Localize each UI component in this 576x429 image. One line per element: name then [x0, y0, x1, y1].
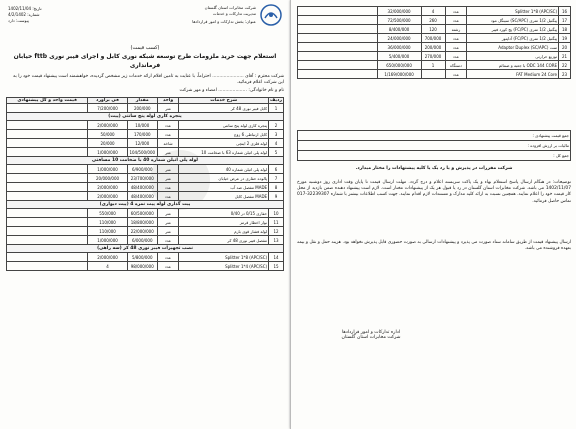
table-cell — [7, 104, 88, 113]
table-cell: ست (Adaptor Duplex (SC/APC — [467, 43, 559, 52]
table-row — [298, 43, 571, 52]
table-cell: 270/000 — [421, 52, 445, 61]
table-section-label: نصب تجهیزات فیبر نوری 48 کر (سه راهی) — [7, 245, 284, 253]
table-cell — [7, 253, 88, 262]
table-cell: 10 — [269, 209, 284, 218]
table-cell: حفاری 0/15 در 0/40 — [179, 209, 269, 218]
table-cell: 6/900/000 — [127, 165, 157, 174]
table-cell: 13 — [269, 236, 284, 245]
table-cell: عدد — [445, 16, 467, 25]
table-cell: لوله فشار قوی بارم — [179, 227, 269, 236]
table-cell — [298, 52, 378, 61]
table-cell — [7, 236, 88, 245]
table-cell: متر — [157, 148, 179, 157]
table-cell: MADE مفصل کابل — [179, 192, 269, 201]
table-row — [7, 165, 284, 174]
table-cell — [7, 262, 88, 271]
table-cell — [7, 165, 88, 174]
letter-attachment: پیوست: دارد — [8, 18, 29, 23]
table-cell: 1/169/000/000 — [377, 70, 421, 79]
table-cell: شاخه — [157, 139, 179, 148]
table-cell: 550/000 — [88, 209, 127, 218]
table-row — [7, 262, 284, 271]
table-cell: 1 — [269, 104, 284, 113]
table-cell: 700/000 — [421, 34, 445, 43]
table-cell: 60/500/000 — [127, 209, 157, 218]
table-cell: متر — [157, 174, 179, 183]
total-vat: مالیات بر ارزش افزوده : — [298, 141, 571, 151]
table-cell: 1/000/000 — [88, 148, 127, 157]
table-cell — [298, 16, 378, 25]
col-header: مقدار — [127, 98, 157, 104]
table-cell: 7 — [269, 174, 284, 183]
col-header: فی برآورد — [88, 98, 127, 104]
table-row — [298, 70, 571, 79]
table-cell: 19 — [559, 34, 571, 43]
letter-number: شماره: 4/2/1402 — [8, 12, 40, 17]
table-cell: 20 — [559, 43, 571, 52]
table-cell: مفصل فیبر نوری 48 کر — [179, 236, 269, 245]
table-cell: 11 — [269, 218, 284, 227]
table-cell — [7, 227, 88, 236]
signature-line2: شرکت مخابرات استان گلستان — [341, 335, 401, 340]
table-cell — [7, 148, 88, 157]
col-header: شرح خدمات — [179, 98, 269, 104]
table-section-label: پنجره کاری لوله پنج سانتی (پیت) — [7, 113, 284, 121]
table-section-row — [7, 157, 284, 165]
table-cell: 120 — [421, 25, 445, 34]
table-row — [7, 209, 284, 218]
table-row — [7, 130, 284, 139]
table-cell: 260 — [421, 16, 445, 25]
table-row — [298, 16, 571, 25]
table-cell: 8 — [269, 183, 284, 192]
table-row — [7, 236, 284, 245]
table-cell: 110/000 — [88, 227, 127, 236]
table-cell: 104/500/000 — [127, 148, 157, 157]
letter-date: تاریخ: 1402/11/04 — [8, 6, 42, 11]
table-cell: 5/800/000 — [127, 253, 157, 262]
table-cell: لوله فلزی 2 اینچی — [179, 139, 269, 148]
inquiry-title-line2: فرمانداری — [129, 62, 161, 69]
table-cell — [298, 61, 378, 70]
table-section-label: لوله پلی اتیلن شماره 40 با ضخامت 10 مسافتی — [7, 157, 284, 165]
org-unit: عنوان: بخش تدارکات و امور قراردادها — [192, 19, 256, 24]
table-cell: 650/000/000 — [377, 61, 421, 70]
table-row — [7, 148, 284, 157]
table-cell: Splitter 1*8 (APC/SC) — [179, 253, 269, 262]
table-row — [298, 25, 571, 34]
table-cell: 48/400/000 — [127, 192, 157, 201]
table-section-row — [7, 113, 284, 121]
col-header: قیمت واحد و کل پیشنهادی — [7, 98, 88, 104]
table-cell: 2/000/000 — [88, 183, 127, 192]
table-cell: 2/000/000 — [88, 192, 127, 201]
table-cell: 18/800/000 — [127, 218, 157, 227]
table-cell: 23/700/000 — [127, 174, 157, 183]
table-cell: 200/000 — [421, 43, 445, 52]
table-cell: 6 — [269, 165, 284, 174]
table-cell: 16 — [559, 7, 571, 16]
table-cell: عدد — [445, 70, 467, 79]
table-row — [7, 227, 284, 236]
total-proposed: جمع قیمت پیشنهادی : — [298, 131, 571, 141]
table-cell — [298, 25, 378, 34]
table-cell: 10/000 — [127, 121, 157, 130]
rights-note: شرکت مقررات در پذیرش و یا رد یک یا کلیه پیشنهادات را مختار میدارد. — [355, 166, 513, 171]
table-cell: رشته — [445, 25, 467, 34]
table-cell: لوله پلی اتیلن شماره 63 با ضخامت 10 — [179, 148, 269, 157]
table-cell: توزیع حرارتی — [467, 52, 559, 61]
table-cell: 15 — [269, 262, 284, 271]
table-cell: 20/000 — [88, 139, 127, 148]
totals-table — [297, 130, 571, 161]
table-cell: پیگتیل 1/2 متری (FC/PC) آداپتور — [467, 34, 559, 43]
table-cell: Splitter 1*4 (APC/SC) — [179, 262, 269, 271]
inquiry-kind: (کسب قیمت) — [130, 45, 160, 51]
table-cell: 32/000/000 — [377, 7, 421, 16]
inquiry-title: استعلام جهت خرید ملزومات طرح توسعه شبکه نوری کابل و اجرای فیبر نوری fttb خیابان — [13, 53, 277, 60]
table-cell — [298, 43, 378, 52]
table-cell — [7, 130, 88, 139]
col-header: ردیف — [270, 98, 282, 103]
intro-paragraph: شرکت محترم : آقای ...................... احتراماً، با عنایت به تامین اقلام ارائه خدمات زیر مشخص گردیده، خواهشمند است پیشنهاد قیمت خود را به این شرکت اعلام فرمائید. — [13, 74, 284, 85]
table-cell: 4 — [269, 139, 284, 148]
table-row — [7, 183, 284, 192]
table-row — [298, 52, 571, 61]
table-cell — [7, 218, 88, 227]
table-cell: پیگتیل 1/2 متری (SC/APC) سینگل مود — [467, 16, 559, 25]
org-department: مدیریت تدارکات و خدمات — [212, 11, 256, 16]
table-cell: 7/200/000 — [88, 104, 127, 113]
table-cell: عدد — [157, 121, 179, 130]
table-cell: عدد — [157, 236, 179, 245]
table-cell: 2/000/000 — [88, 253, 127, 262]
table-cell: 21 — [559, 52, 571, 61]
table-row — [298, 34, 571, 43]
table-cell: پیگتیل 1/2 متری (FC/PC) پچ کورد فیبر — [467, 25, 559, 34]
table-cell: عدد — [445, 43, 467, 52]
intro-signature-line: نام و نام خانوادگی: .................... امضاء و مهر شرکت — [179, 88, 284, 93]
table-cell: عدد — [157, 183, 179, 192]
table-cell: عدد — [445, 52, 467, 61]
conditions-paragraph: توضیحات: در هنگام ارسال پاسخ استعلام بهاء و یک پاکت سربسته اعلام و درج گردد. مهلت ارسال قیمت تا پایان وقت اداری روز دوشنبه مورخ 1402/11/07 می باشد. شرکت مخابرات استان گلستان در رد یا قبول هر یک از پیشنهادات مختار است. لازم است پیشنهاد دهنده ضمن بازدید از محل کار قیمت خود را اعلام نمایند. همچنین نسبت به ارائه کلیه مدارک و مستندات لازم اقدام نمایند. جهت کسب اطلاعات بیشتر با شماره 32239307-017 تماس حاصل فرمائید. — [297, 180, 571, 204]
table-row — [7, 218, 284, 227]
table-cell — [298, 70, 378, 79]
signature-block — [311, 330, 431, 340]
table-cell: 4 — [421, 7, 445, 16]
table-cell: متر — [157, 104, 179, 113]
table-cell: عدد — [157, 253, 179, 262]
table-cell: MADE مفصل ضد آب — [179, 183, 269, 192]
table-cell: 1/000/000 — [88, 236, 127, 245]
table-cell: 170/000 — [127, 130, 157, 139]
table-cell: 17 — [559, 16, 571, 25]
table-cell: 4 — [88, 262, 127, 271]
table-cell — [298, 34, 378, 43]
conditions-paragraph-2: ارسال پیشنهاد قیمت از طریق سامانه ستاد صورت می پذیرد و پیشنهادات ارسالی به صورت حضوری قابل پذیرش نخواهد بود. هزینه حمل و نقل و بیمه بعهده فروشنده می باشد. — [297, 240, 571, 252]
table-row — [7, 174, 284, 183]
table-cell: 5/400/000 — [377, 52, 421, 61]
table-cell: لوله پلی اتیلن شماره 40 — [179, 165, 269, 174]
table-cell: عدد — [445, 7, 467, 16]
table-cell: 1 — [421, 61, 445, 70]
table-cell: 50/000 — [88, 130, 127, 139]
table-cell — [7, 192, 88, 201]
table-cell: 36/000/000 — [377, 43, 421, 52]
table-cell — [7, 139, 88, 148]
table-cell: متر — [157, 165, 179, 174]
table-cell: کابل ارتباطی 6 زوج — [179, 130, 269, 139]
table-cell: 12 — [269, 227, 284, 236]
table-cell: 20/000/000 — [88, 174, 127, 183]
table-cell — [7, 121, 88, 130]
table-cell: 8/400/000 — [377, 25, 421, 34]
table-cell: FAT Medium 24 Core — [467, 70, 559, 79]
table-cell: 48/400/000 — [127, 183, 157, 192]
table-cell: 2/000/000 — [88, 121, 127, 130]
col-header: واحد — [157, 98, 179, 104]
table-row — [7, 253, 284, 262]
table-cell — [298, 7, 378, 16]
table-cell: 1/000/000 — [88, 165, 127, 174]
table-cell: 12/000 — [127, 139, 157, 148]
table-cell: Splitter 1*8 (APC/SC) — [467, 7, 559, 16]
table-row — [298, 61, 571, 70]
table-cell: عدد — [157, 262, 179, 271]
table-cell: 24/000/000 — [377, 34, 421, 43]
table-cell: 3 — [269, 130, 284, 139]
document-page-right — [290, 0, 576, 429]
table-cell — [7, 183, 88, 192]
table-cell: عدد — [157, 130, 179, 139]
table-cell: 110/000 — [88, 218, 127, 227]
table-cell: 22/000/000 — [127, 227, 157, 236]
table-cell: 22 — [559, 61, 571, 70]
total-grand: جمع کل : — [298, 151, 571, 161]
table-cell: 2 — [269, 121, 284, 130]
items-table-continued — [297, 6, 571, 79]
table-cell — [7, 209, 88, 218]
table-cell: دستگاه — [445, 61, 467, 70]
table-cell: عدد — [157, 192, 179, 201]
table-cell: 18 — [559, 25, 571, 34]
table-row — [7, 121, 284, 130]
table-section-row — [7, 245, 284, 253]
table-cell: 9 — [269, 192, 284, 201]
table-section-row — [7, 201, 284, 209]
table-cell: 5 — [269, 148, 284, 157]
table-cell: عدد — [445, 34, 467, 43]
table-row — [7, 104, 284, 113]
table-cell: 6/000/000 — [127, 236, 157, 245]
table-cell: 14 — [269, 253, 284, 262]
table-cell: 72/500/000 — [377, 16, 421, 25]
org-name: شرکت مخابرات استان گلستان — [204, 5, 256, 10]
table-cell: نوار اخطار قرمز — [179, 218, 269, 227]
table-cell: پنجره کاری لوله پنج سانتی — [179, 121, 269, 130]
signature-line1: اداره تدارکات و امور قراردادها — [341, 330, 401, 335]
table-cell — [7, 174, 88, 183]
items-table — [6, 97, 284, 271]
company-logo-icon — [260, 4, 282, 26]
table-cell: ODC 144 CORE با جعبه و ضمائم — [467, 61, 559, 70]
table-cell — [421, 70, 445, 79]
table-cell: کابل فیبر نوری 48 کر — [179, 104, 269, 113]
table-cell: 200/000 — [127, 104, 157, 113]
table-cell: متر — [157, 227, 179, 236]
table-cell: 23 — [559, 70, 571, 79]
table-cell: متر — [157, 218, 179, 227]
table-row — [298, 7, 571, 16]
table-row — [7, 192, 284, 201]
table-section-label: پیت گذاری لوله پیت نمره 4 (پیت دیواری) — [7, 201, 284, 209]
table-cell: 98/000/000 — [127, 262, 157, 271]
table-cell: متر — [157, 209, 179, 218]
table-row — [7, 139, 284, 148]
table-cell: پالوده حفاری در عرض خیابان — [179, 174, 269, 183]
